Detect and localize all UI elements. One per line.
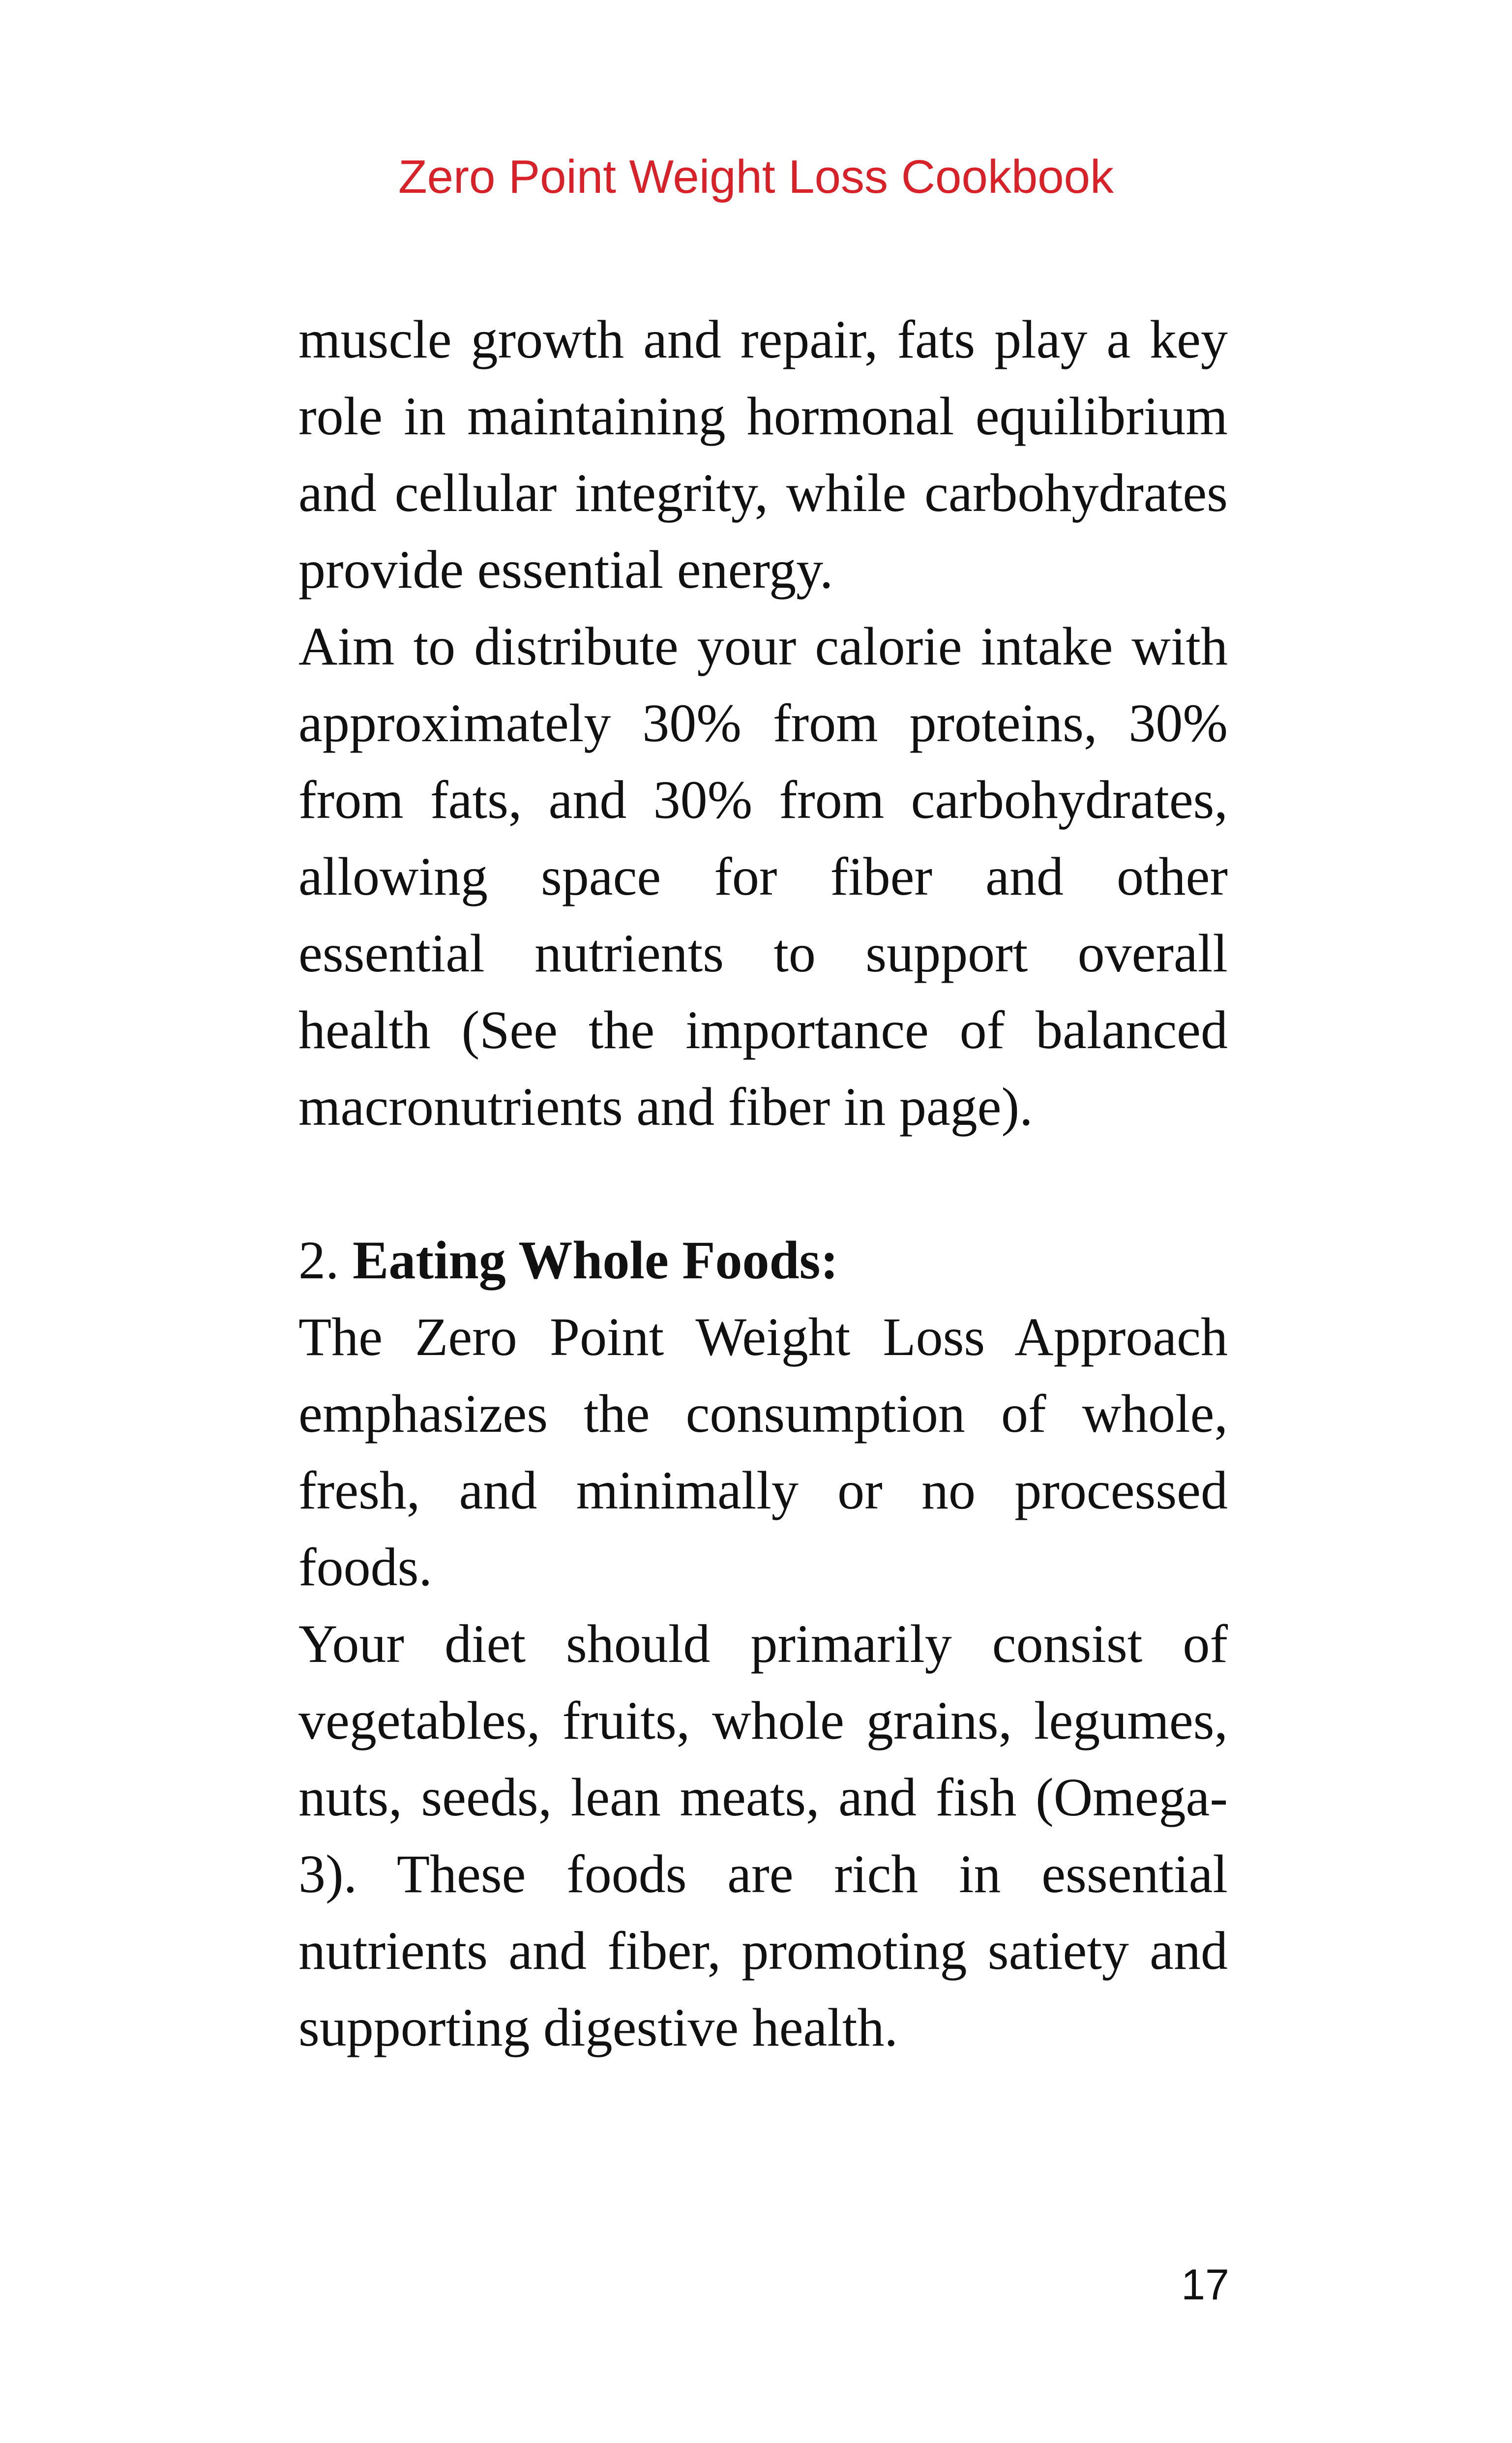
page-number: 17 bbox=[1181, 2260, 1229, 2309]
running-header-title: Zero Point Weight Loss Cookbook bbox=[398, 151, 1114, 203]
paragraph-whole-foods-approach: The Zero Point Weight Loss Approach emphasizes the consumption of whole, fresh, and minimally or no processed foods. bbox=[298, 1307, 1228, 1597]
section-title: Eating Whole Foods: bbox=[353, 1230, 839, 1290]
section-heading-whole-foods bbox=[298, 1222, 1228, 1298]
paragraph-gap bbox=[298, 1145, 1228, 1222]
paragraph-diet-composition: Your diet should primarily consist of vegetables, fruits, whole grains, legumes, nuts, seeds, lean meats, and fish (Omega-3). These foods are rich in essential nutrients and fiber, promoting satiety and supporting digestive health. bbox=[298, 1614, 1228, 2057]
section-number: 2. bbox=[298, 1230, 353, 1290]
page-body bbox=[298, 301, 1228, 2066]
paragraph-calorie-distribution: Aim to distribute your calorie intake with approximately 30% from proteins, 30% from fats, and 30% from carbohydrates, allowing space for fiber and other essential nutrients to support overall health (See the importance of balanced macronutrients and fiber in page). bbox=[298, 616, 1228, 1137]
paragraph-macronutrient-roles: muscle growth and repair, fats play a key role in maintaining hormonal equilibrium and cellular integrity, while carbohydrates provide essential energy. bbox=[298, 309, 1228, 600]
